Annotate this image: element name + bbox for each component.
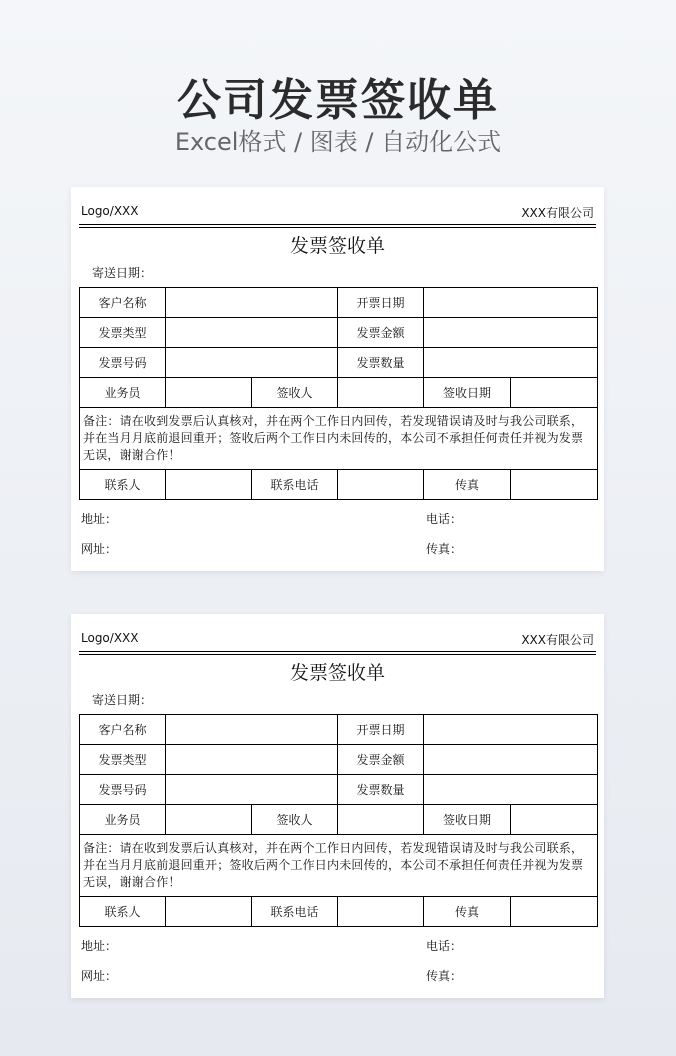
issue-date-label: 开票日期 (338, 288, 424, 318)
logo-text: Logo/XXX (81, 204, 139, 218)
sign-date-cell[interactable] (511, 805, 598, 835)
header-rule (79, 651, 596, 652)
contact-phone-cell[interactable] (338, 897, 424, 927)
contact-cell[interactable] (166, 470, 252, 500)
signer-label: 签收人 (252, 378, 338, 408)
contact-phone-label: 联系电话 (252, 470, 338, 500)
note-text: 备注：请在收到发票后认真核对，并在两个工作日内回传，若发现错误请及时与我公司联系，并在当月月底前退回重开；签收后两个工作日内未回传的，本公司不承担任何责任并视为发票无误，谢谢合作！ (80, 408, 598, 470)
fax-footer-label: 传真： (426, 542, 463, 556)
address-label: 地址： (81, 939, 118, 953)
fax-footer-label: 传真： (426, 969, 463, 983)
table-row (80, 805, 598, 835)
invoice-quantity-label: 发票数量 (338, 775, 424, 805)
table-row (80, 348, 598, 378)
invoice-number-label: 发票号码 (80, 775, 166, 805)
contact-cell[interactable] (166, 897, 252, 927)
invoice-amount-label: 发票金额 (338, 318, 424, 348)
invoice-number-cell[interactable] (166, 348, 338, 378)
invoice-number-cell[interactable] (166, 775, 338, 805)
invoice-form-preview-2 (71, 614, 604, 998)
invoice-form-preview-1 (71, 187, 604, 571)
invoice-table (79, 287, 598, 500)
invoice-number-label: 发票号码 (80, 348, 166, 378)
invoice-amount-label: 发票金额 (338, 745, 424, 775)
signer-cell[interactable] (338, 805, 424, 835)
issue-date-label: 开票日期 (338, 715, 424, 745)
note-text: 备注：请在收到发票后认真核对，并在两个工作日内回传，若发现错误请及时与我公司联系，并在当月月底前退回重开；签收后两个工作日内未回传的，本公司不承担任何责任并视为发票无误，谢谢合作！ (80, 835, 598, 897)
form-header (81, 631, 594, 648)
customer-name-cell[interactable] (166, 288, 338, 318)
invoice-quantity-cell[interactable] (424, 775, 598, 805)
table-row (80, 745, 598, 775)
invoice-type-cell[interactable] (166, 745, 338, 775)
signer-cell[interactable] (338, 378, 424, 408)
invoice-type-label: 发票类型 (80, 318, 166, 348)
invoice-quantity-cell[interactable] (424, 348, 598, 378)
table-row (80, 470, 598, 500)
form-title: 发票签收单 (289, 235, 385, 257)
website-label: 网址： (81, 969, 118, 983)
table-row (80, 775, 598, 805)
contact-phone-cell[interactable] (338, 470, 424, 500)
invoice-quantity-label: 发票数量 (338, 348, 424, 378)
contact-label: 联系人 (80, 470, 166, 500)
address-label: 地址： (81, 512, 118, 526)
fax-label: 传真 (424, 470, 511, 500)
salesperson-label: 业务员 (80, 378, 166, 408)
logo-text: Logo/XXX (81, 631, 139, 645)
customer-name-label: 客户名称 (80, 288, 166, 318)
invoice-type-label: 发票类型 (80, 745, 166, 775)
company-name: XXX有限公司 (521, 206, 594, 220)
sign-date-label: 签收日期 (424, 378, 511, 408)
sign-date-label: 签收日期 (424, 805, 511, 835)
header-rule (79, 227, 596, 228)
contact-label: 联系人 (80, 897, 166, 927)
header-rule (79, 224, 596, 225)
banner-subtitle: Excel格式 / 图表 / 自动化公式 (174, 128, 502, 156)
invoice-table (79, 714, 598, 927)
customer-name-label: 客户名称 (80, 715, 166, 745)
banner-title: 公司发票签收单 (177, 75, 499, 126)
invoice-type-cell[interactable] (166, 318, 338, 348)
salesperson-cell[interactable] (166, 805, 252, 835)
header-rule (79, 654, 596, 655)
table-row (80, 318, 598, 348)
salesperson-cell[interactable] (166, 378, 252, 408)
fax-label: 传真 (424, 897, 511, 927)
issue-date-cell[interactable] (424, 715, 598, 745)
signer-label: 签收人 (252, 805, 338, 835)
phone-label: 电话： (426, 512, 463, 526)
company-name: XXX有限公司 (521, 633, 594, 647)
phone-label: 电话： (426, 939, 463, 953)
table-row (80, 288, 598, 318)
table-row (80, 378, 598, 408)
fax-cell[interactable] (511, 470, 598, 500)
send-date-label: 寄送日期： (92, 693, 153, 707)
table-row (80, 715, 598, 745)
invoice-amount-cell[interactable] (424, 745, 598, 775)
website-label: 网址： (81, 542, 118, 556)
salesperson-label: 业务员 (80, 805, 166, 835)
customer-name-cell[interactable] (166, 715, 338, 745)
form-title: 发票签收单 (289, 662, 385, 684)
table-row (80, 835, 598, 897)
sign-date-cell[interactable] (511, 378, 598, 408)
form-header (81, 204, 594, 221)
issue-date-cell[interactable] (424, 288, 598, 318)
send-date-label: 寄送日期： (92, 266, 153, 280)
invoice-amount-cell[interactable] (424, 318, 598, 348)
fax-cell[interactable] (511, 897, 598, 927)
table-row (80, 897, 598, 927)
contact-phone-label: 联系电话 (252, 897, 338, 927)
table-row (80, 408, 598, 470)
